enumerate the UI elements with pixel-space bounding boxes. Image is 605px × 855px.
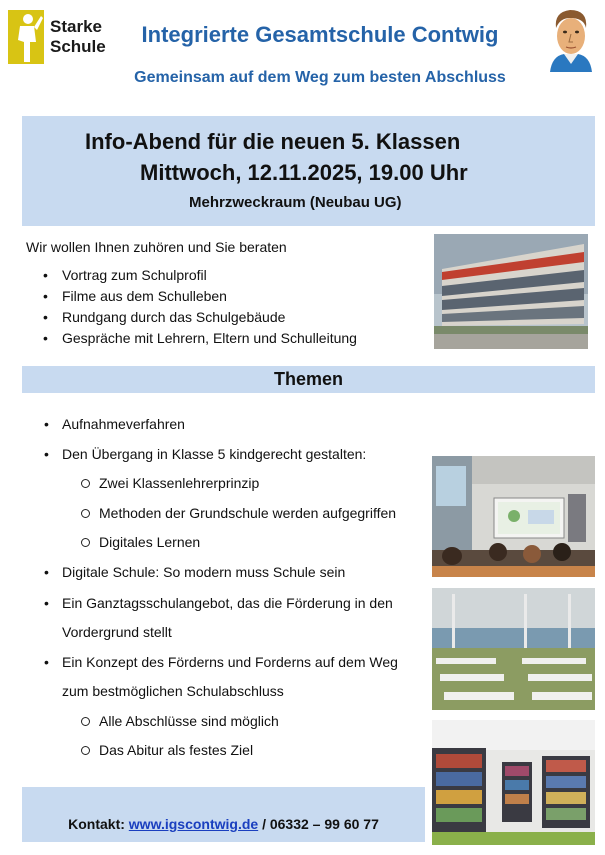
school-name: Integrierte Gesamtschule Contwig xyxy=(141,22,499,47)
subtopic-item xyxy=(99,742,253,758)
topic-item: • Ein Konzept des Förderns und Forderns auf dem Weg xyxy=(44,654,398,670)
subtopic-text: Alle Abschlüsse sind möglich xyxy=(99,713,279,729)
school-motto: Gemeinsam auf dem Weg zum besten Abschluss xyxy=(134,69,506,86)
topic-item: • Den Übergang in Klasse 5 kindgerecht gestalten: xyxy=(44,446,367,462)
school-building-photo xyxy=(434,234,588,349)
topic-text: Ein Konzept des Förderns und Forderns auf dem Weg xyxy=(62,654,398,670)
topic-text: Den Übergang in Klasse 5 kindgerecht gestalten: xyxy=(62,446,367,462)
topic-continuation xyxy=(62,624,172,640)
subtopic-item xyxy=(99,505,396,521)
intro-text: Wir wollen Ihnen zuhören und Sie beraten xyxy=(26,239,287,255)
topic-text: Vordergrund stellt xyxy=(62,624,172,640)
event-title: Info-Abend für die neuen 5. Klassen xyxy=(85,129,461,154)
topic-text: Digitale Schule: So modern muss Schule sein xyxy=(62,564,346,580)
event-date: Mittwoch, 12.11.2025, 19.00 Uhr xyxy=(140,160,468,185)
subtopic-text: Das Abitur als festes Ziel xyxy=(99,742,254,758)
subtopic-text: Zwei Klassenlehrerprinzip xyxy=(99,475,260,491)
topic-text: Aufnahmeverfahren xyxy=(62,416,185,432)
contact-phone: / 06332 – 99 60 77 xyxy=(262,816,379,832)
goethe-portrait xyxy=(540,6,600,72)
themen-heading: Themen xyxy=(273,369,343,389)
logo-text-line1: Starke xyxy=(50,17,102,36)
topic-item: • Digitale Schule: So modern muss Schule sein xyxy=(44,564,346,580)
event-location: Mehrzweckraum (Neubau UG) xyxy=(189,194,402,211)
topic-item: • Ein Ganztagsschulangebot, das die Förderung in den xyxy=(44,595,393,611)
contact-line xyxy=(22,816,425,832)
list-item: • Vortrag zum Schulprofil xyxy=(24,265,357,286)
contact-box xyxy=(22,787,425,842)
figure-icon xyxy=(8,10,44,64)
cafeteria-photo xyxy=(432,588,595,710)
topic-text: Ein Ganztagsschulangebot, das die Förderung in den xyxy=(62,595,393,611)
starke-schule-logo xyxy=(8,10,118,68)
offer-list xyxy=(24,265,357,349)
subtopic-item xyxy=(99,713,279,729)
contact-label: Kontakt: xyxy=(68,816,125,832)
topic-item: • Aufnahmeverfahren xyxy=(44,416,185,432)
library-photo xyxy=(432,720,595,845)
logo-text-line2: Schule xyxy=(50,37,106,56)
topic-continuation xyxy=(62,683,284,699)
list-item: • Rundgang durch das Schulgebäude xyxy=(24,307,357,328)
classroom-photo xyxy=(432,456,595,577)
list-item: • Filme aus dem Schulleben xyxy=(24,286,357,307)
subtopic-text: Digitales Lernen xyxy=(99,534,201,550)
topic-text: zum bestmöglichen Schulabschluss xyxy=(62,683,284,699)
subtopic-item xyxy=(99,534,200,550)
subtopic-item xyxy=(99,475,259,491)
list-item: • Gespräche mit Lehrern, Eltern und Schulleitung xyxy=(24,328,357,349)
website-link[interactable]: www.igscontwig.de xyxy=(128,816,259,832)
subtopic-text: Methoden der Grundschule werden aufgegriffen xyxy=(99,505,397,521)
